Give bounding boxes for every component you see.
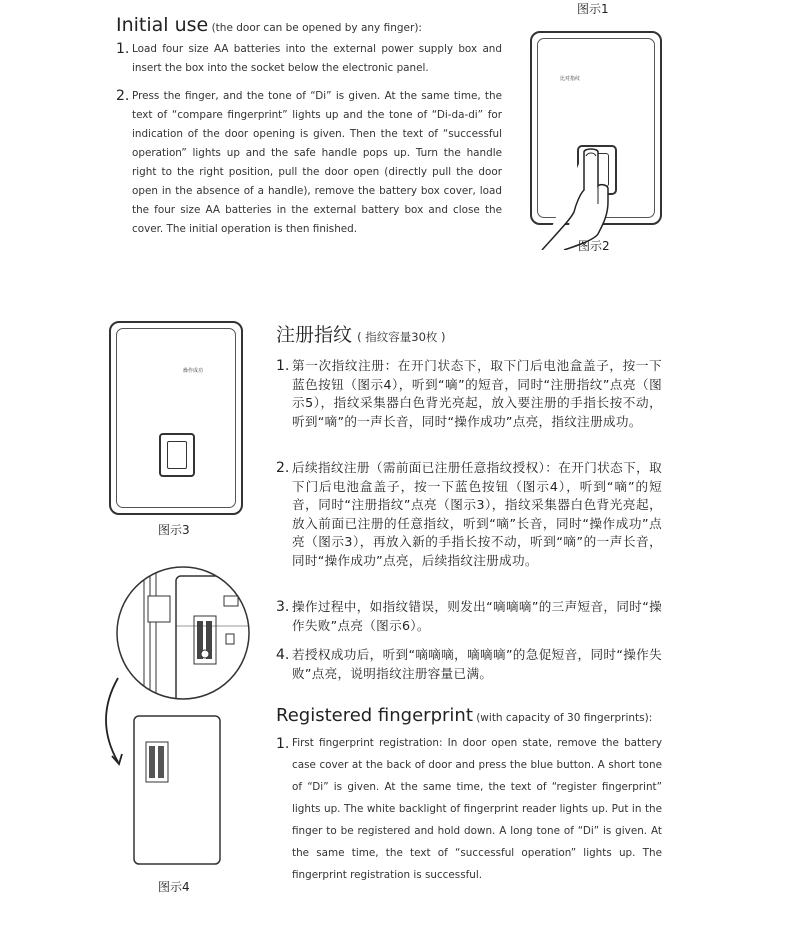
list-item-text: Load four size AA batteries into the external power supply box and insert the box into the socket below the electronic panel.	[132, 43, 502, 74]
section-register-en	[276, 705, 652, 726]
section-title: 注册指纹	[276, 324, 353, 346]
section-register-cn	[276, 320, 446, 347]
list-item-text: 后续指纹注册（需前面已注册任意指纹授权）：在开门状态下，取下门后电池盒盖子，按一下蓝色按钮（图示4），听到“嘀”的短音，同时“注册指纹”点亮（图示3），指纹采集器白色背光亮起，放入前面已注册的任意指纹，听到“嘀”长音，同时“操作成功”点亮（图示3），再放入新的手指长按不动，听到“嘀”的一声长音，同时“操作成功”点亮，后续指纹注册成功。	[292, 460, 662, 568]
list-item-text: First fingerprint registration: In door open state, remove the battery case cover at the back of door and press the blue button. A short tone of “Di” is given. At the same time, the text of “register fingerprint” lights up. The white backlight of fingerprint reader lights up. Put in the finger to be registered and hold down. A long tone of “Di” is given. At the same time, the text of “successful operation” lights up. The fingerprint registration is successful.	[292, 737, 662, 881]
list-number: 2.	[116, 88, 130, 104]
list-number: 1.	[276, 736, 290, 752]
list-number: 1.	[116, 41, 130, 57]
list-number: 1.	[276, 358, 290, 374]
section-subtitle: (the door can be opened by any finger):	[208, 22, 422, 34]
section-heading	[116, 14, 506, 36]
list-number: 4.	[276, 647, 290, 663]
section-title: Registered fingerprint	[276, 705, 473, 726]
list-number: 3.	[276, 599, 290, 615]
lock-panel-figure-3	[109, 321, 243, 515]
figure-4-caption: 图示4	[158, 880, 190, 894]
figure-3-caption: 图示3	[158, 523, 190, 537]
list-item-text: 若授权成功后，听到“嘀嘀嘀，嘀嘀嘀”的急促短音，同时“操作失败”点亮，说明指纹注册容量已满。	[292, 647, 662, 681]
panel-display-text: 比对指纹	[560, 76, 581, 82]
section-title: Initial use	[116, 14, 209, 36]
battery-box-figure-4	[96, 566, 256, 866]
figure-2-caption: 图示2	[578, 239, 610, 253]
figure-1-caption: 图示1	[577, 2, 609, 16]
panel-display-text: 操作成功	[183, 368, 204, 374]
list-item-text: Press the finger, and the tone of “Di” is given. At the same time, the text of “compare fingerprint” lights up and the tone of “Di-da-di” for indication of the door opening is given. Then the text of “successful operation” lights up and the safe handle pops up. Turn the handle right to the right position, pull the door open (directly pull the door open in the absence of a handle), remove the battery box cover, load the four size AA batteries in the external battery box and close the cover. The initial operation is then finished.	[132, 90, 502, 235]
list-number: 2.	[276, 460, 290, 476]
panel-inner-frame	[116, 328, 236, 508]
list-item-text: 第一次指纹注册：在开门状态下，取下门后电池盒盖子，按一下蓝色按钮（图示4），听到“嘀”的短音，同时“注册指纹”点亮（图示5），指纹采集器白色背光亮起，放入要注册的手指长按不动，听到“嘀”的一声长音，同时“操作成功”点亮，指纹注册成功。	[292, 358, 662, 429]
section-initial-use	[116, 14, 506, 36]
finger-hand-icon	[536, 146, 646, 250]
section-subtitle: ( 指纹容量30枚 )	[357, 330, 446, 344]
list-item-text: 操作过程中，如指纹错误，则发出“嘀嘀嘀”的三声短音，同时“操作失败”点亮（图示6）。	[292, 599, 662, 633]
fingerprint-reader	[159, 433, 195, 477]
section-subtitle: (with capacity of 30 fingerprints):	[472, 712, 653, 724]
